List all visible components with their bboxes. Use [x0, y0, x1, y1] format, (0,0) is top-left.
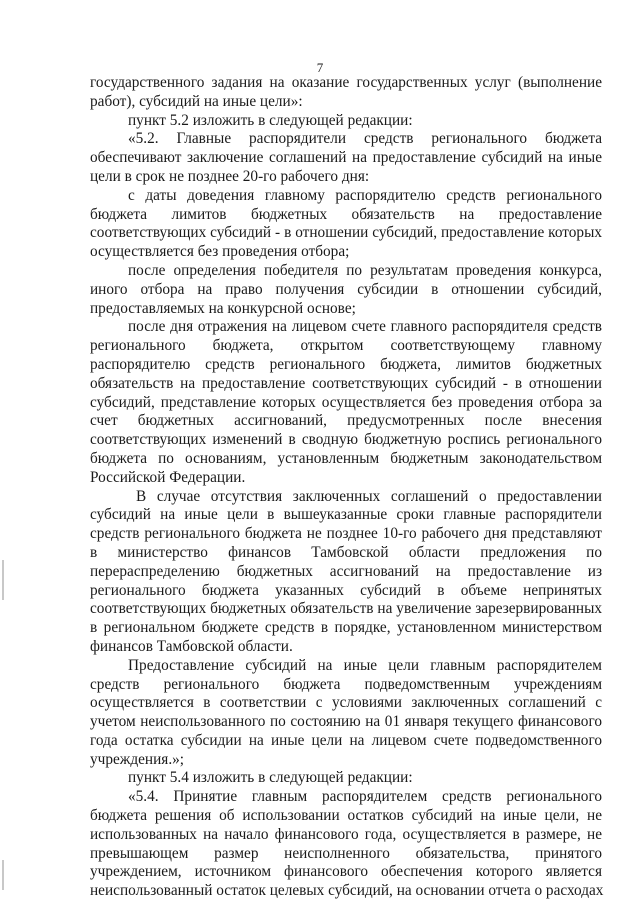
text-line: средств регионального бюджета подведомственным учреждениям	[90, 675, 602, 693]
text-line: распорядителю средств регионального бюджета, лимитов бюджетных	[90, 355, 602, 373]
text-line: учреждением, источником финансового обеспечения которого является	[90, 863, 602, 881]
margin-mark	[2, 560, 4, 600]
text-line: соответствующих бюджетных обязательств на увеличение зарезервированных	[90, 600, 602, 618]
text-line: работ), субсидий на иные цели»:	[90, 92, 303, 110]
text-line: «5.4. Принятие главным распорядителем средств регионального	[128, 788, 602, 806]
text-line: пункт 5.4 изложить в следующей редакции:	[128, 769, 413, 787]
text-line: В случае отсутствия заключенных соглашений о предоставлении	[136, 487, 602, 505]
text-line: цели в срок не позднее 20-го рабочего дня:	[90, 167, 370, 185]
text-line: обязательств на предоставление соответствующих субсидий - в отношении	[90, 374, 602, 392]
text-line: бюджета по основаниям, установленным бюджетным законодательством	[90, 449, 602, 467]
text-line: в региональном бюджете средств в порядке, установленном министерством	[90, 619, 602, 637]
text-line: средств регионального бюджета не позднее 10-го рабочего дня представляют	[90, 525, 602, 543]
margin-mark	[2, 860, 4, 890]
text-line: учетом неиспользованного по состоянию на 01 января текущего финансового	[90, 713, 602, 731]
text-line: года остатка субсидии на иные цели на лицевом счете подведомственного	[90, 731, 602, 749]
text-line: использованных на начало финансового года, осуществляется в размере, не	[90, 825, 602, 843]
text-line: учреждения.»;	[90, 750, 185, 768]
text-line: неиспользованный остаток целевых субсидий, на основании отчета о расходах	[90, 882, 604, 900]
text-line: регионального бюджета указанных субсидий в объеме непринятых	[90, 581, 602, 599]
text-line: обеспечивают заключение соглашений на предоставление субсидий на иные	[90, 149, 602, 167]
text-line: с даты доведения главному распорядителю средств регионального	[128, 186, 602, 204]
text-line: иного отбора на право получения субсидии в отношении субсидий,	[90, 280, 602, 298]
text-line: соответствующих субсидий - в отношении субсидий, предоставление которых	[90, 224, 602, 242]
text-line: бюджета лимитов бюджетных обязательств на предоставление	[90, 205, 602, 223]
text-line: счет бюджетных ассигнований, предусмотренных после внесения	[90, 412, 602, 430]
text-line: «5.2. Главные распорядители средств регионального бюджета	[128, 130, 602, 148]
text-line: пункт 5.2 изложить в следующей редакции:	[128, 111, 413, 129]
text-line: государственного задания на оказание государственных услуг (выполнение	[90, 74, 602, 91]
text-line: Предоставление субсидий на иные цели главным распорядителем	[128, 656, 602, 674]
text-line: субсидий на иные цели в вышеуказанные сроки главные распорядители	[90, 506, 602, 524]
text-line: осуществляется без проведения отбора;	[90, 243, 350, 261]
text-line: перераспределению бюджетных ассигнований на предоставление из	[90, 562, 602, 580]
text-line: превышающем размер неисполненного обязательства, принятого	[90, 844, 602, 862]
text-line: регионального бюджета, открытом соответствующему главному	[90, 337, 602, 355]
document-body	[90, 74, 602, 901]
text-line: финансов Тамбовской области.	[90, 637, 293, 655]
text-line: соответствующих изменений в сводную бюджетную роспись регионального	[90, 431, 602, 449]
text-line: бюджета решения об использовании остатков субсидий на иные цели, не	[90, 807, 602, 825]
text-line: после определения победителя по результатам проведения конкурса,	[128, 261, 602, 279]
text-line: Российской Федерации.	[90, 468, 246, 486]
page-number: 7	[316, 60, 324, 75]
text-line: предоставляемых на конкурсной основе;	[90, 299, 356, 317]
text-line: осуществляется в соответствии с условиями заключенных соглашений с	[90, 694, 602, 712]
text-line: после дня отражения на лицевом счете главного распорядителя средств	[128, 318, 602, 336]
text-line: субсидий, представление которых осуществляется без проведения отбора за	[90, 393, 602, 411]
text-line: в министерство финансов Тамбовской области предложения по	[90, 543, 602, 561]
